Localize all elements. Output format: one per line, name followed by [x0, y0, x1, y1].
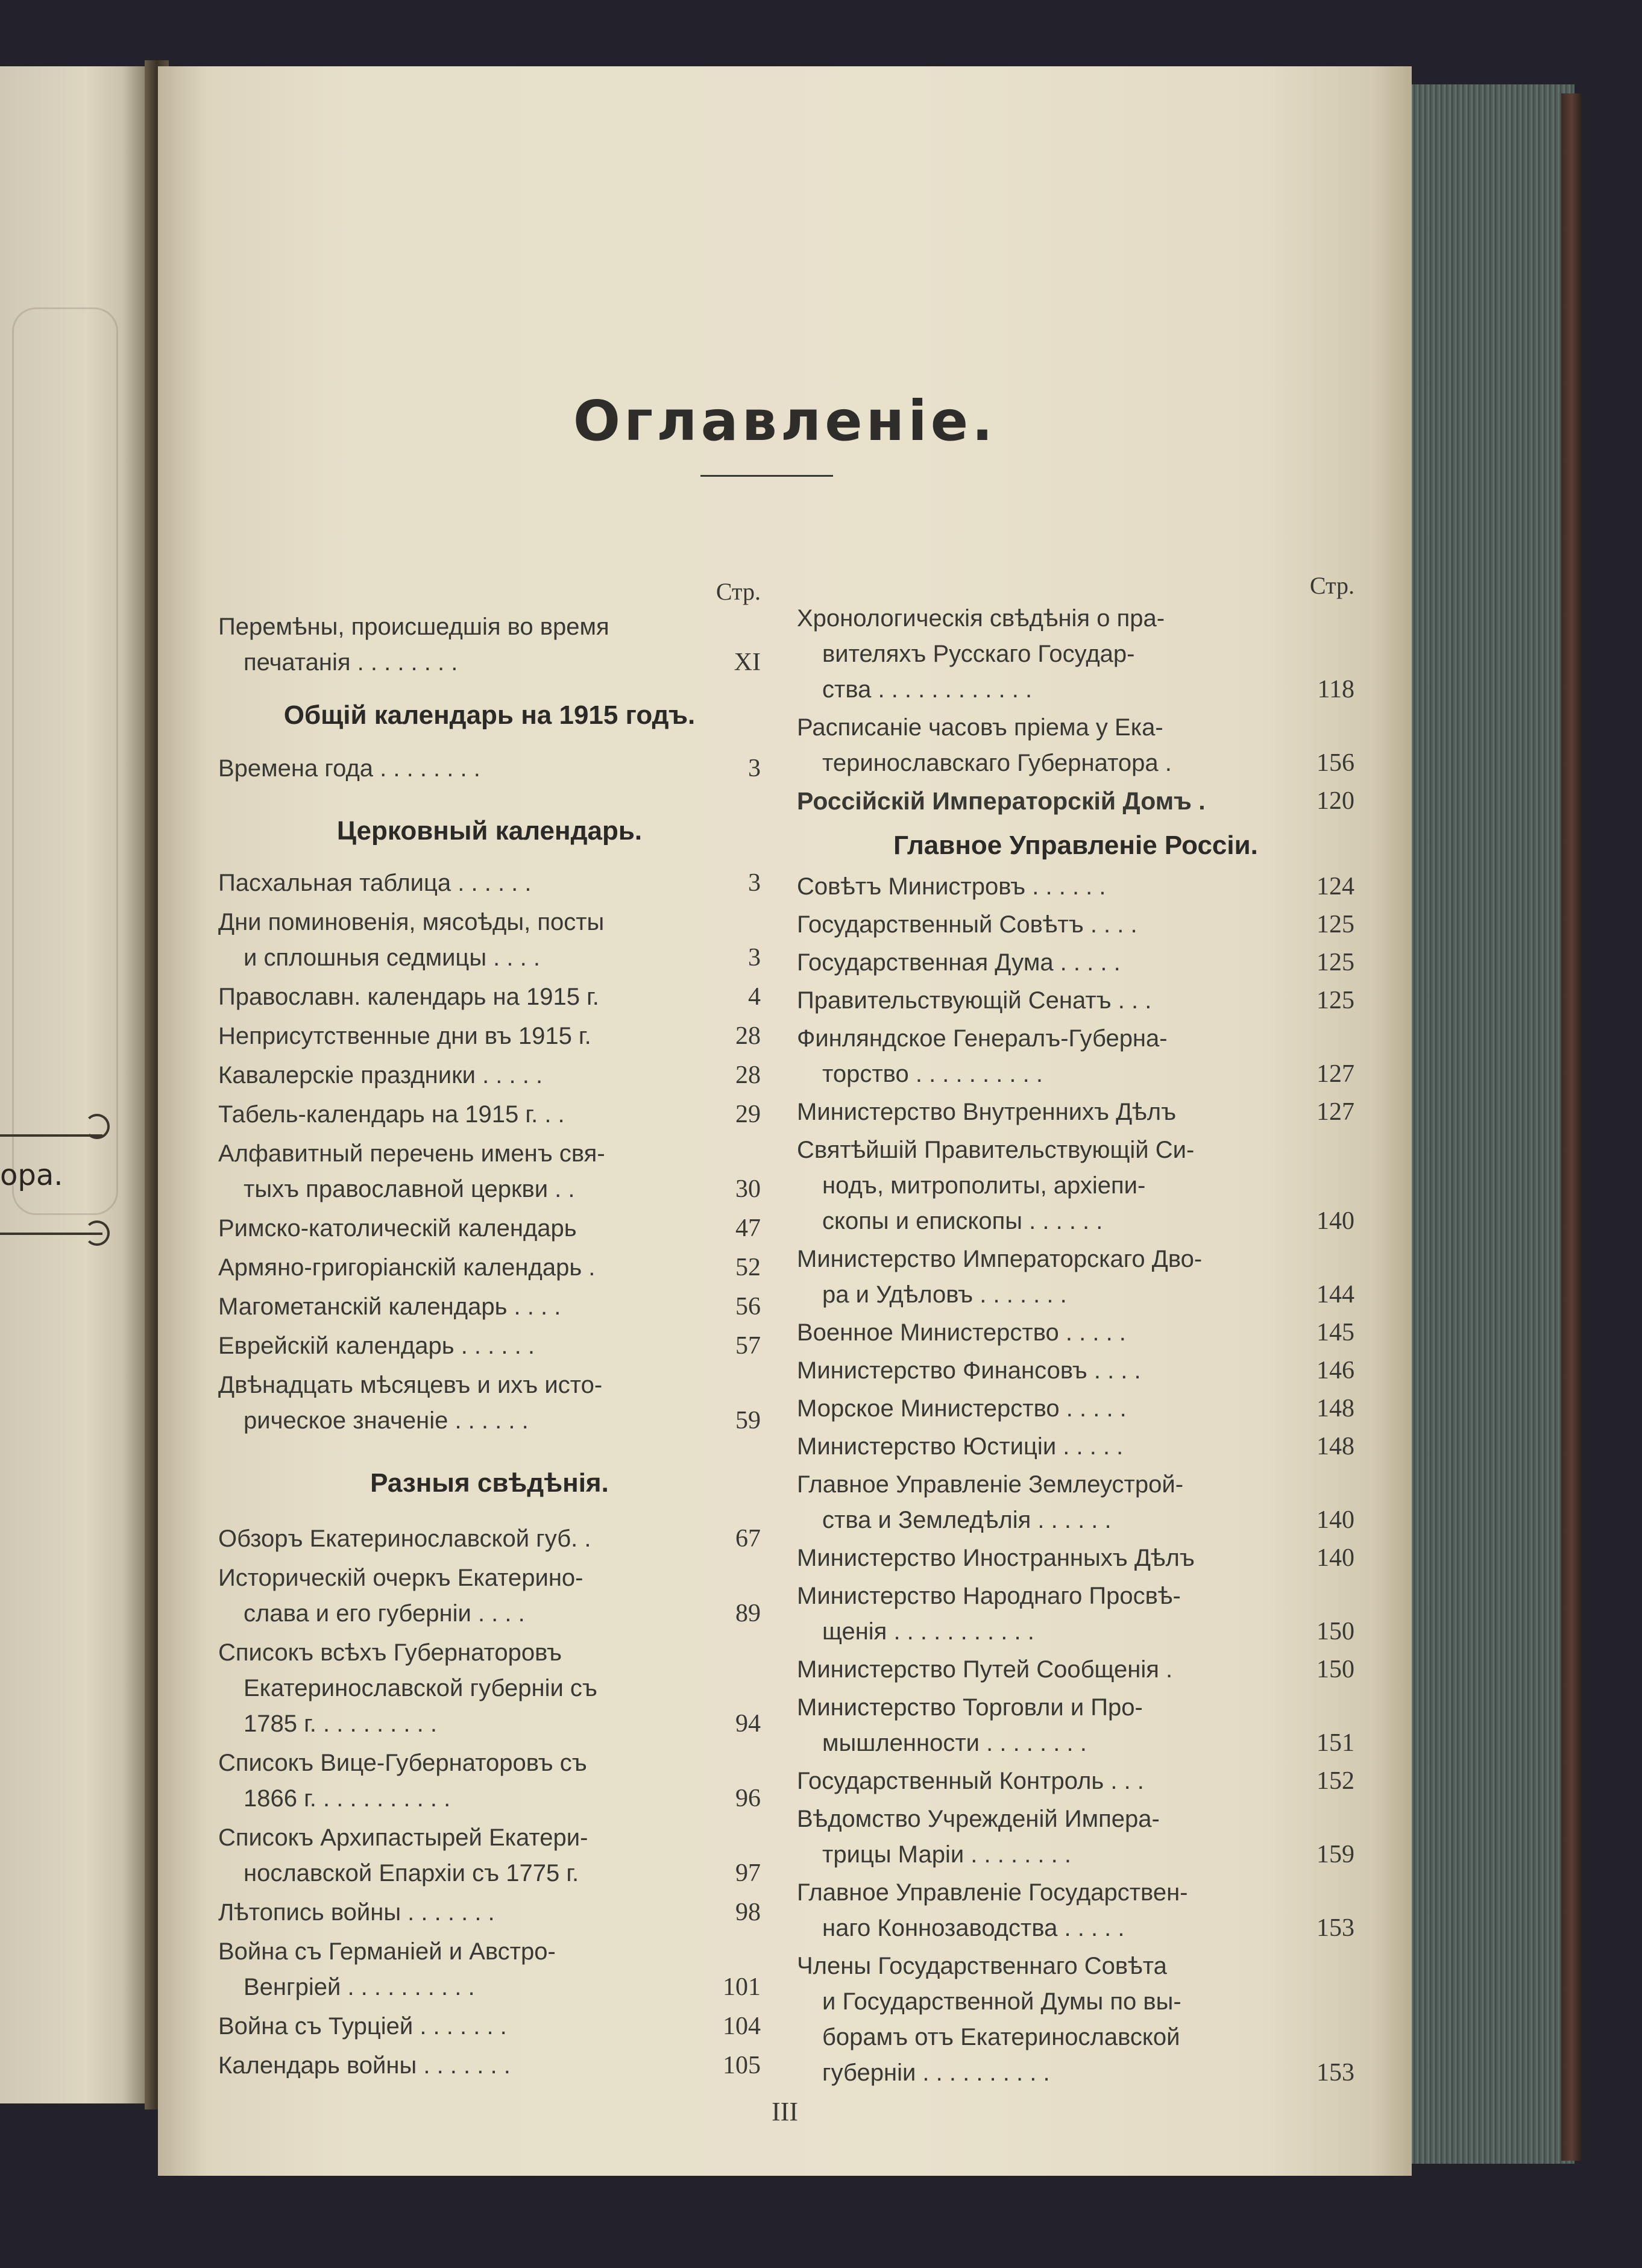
toc-entry-page-number: 59 — [735, 1407, 761, 1434]
toc-entry[interactable] — [797, 1875, 1354, 1946]
toc-entry-title — [218, 1368, 700, 1439]
toc-entry[interactable] — [797, 1353, 1354, 1389]
toc-entry-page-number: 125 — [1316, 949, 1354, 976]
toc-entry-page-number: 67 — [735, 1525, 761, 1553]
toc-entry-title — [218, 1745, 700, 1817]
toc-entry-line: ства и Земледѣлія . . . . . . — [822, 1507, 1112, 1533]
toc-left-column — [218, 515, 761, 2087]
toc-entry-page-number: 3 — [748, 944, 761, 972]
left-page-text-fragment: ора. — [0, 1158, 63, 1192]
toc-entry-page-number: 28 — [735, 1061, 761, 1089]
toc-entry-title — [797, 1429, 1294, 1465]
toc-entry-title — [797, 869, 1294, 905]
toc-entry[interactable] — [218, 1289, 761, 1325]
toc-entry-line: Обзоръ Екатеринославской губ. . — [218, 1525, 591, 1552]
toc-entry-line: Члены Государственнаго Совѣта — [797, 1953, 1167, 1979]
toc-entry-page-number: 150 — [1316, 1656, 1354, 1683]
toc-entry-line: Министерство Юстиціи . . . . . — [797, 1433, 1124, 1460]
toc-entry-page-number: 153 — [1316, 2059, 1354, 2087]
toc-entry-line: Списокъ Вице-Губернаторовъ съ — [218, 1750, 587, 1776]
left-page-ornament-curl — [84, 1220, 110, 1246]
toc-entry[interactable] — [797, 1021, 1354, 1092]
toc-entry-line: и Государственной Думы по вы- — [822, 1988, 1181, 2015]
toc-entry-title — [218, 1211, 700, 1246]
book-cover-edge — [1561, 93, 1582, 2161]
toc-entry-line: 1866 г. . . . . . . . . . . — [244, 1785, 451, 1812]
toc-entry-line: ства . . . . . . . . . . . . — [822, 676, 1033, 703]
toc-entry[interactable] — [218, 1635, 761, 1742]
toc-entry-page-number: 94 — [735, 1710, 761, 1738]
toc-entry[interactable] — [218, 609, 761, 680]
toc-entry-page-number: 52 — [735, 1254, 761, 1281]
toc-entry-title — [797, 983, 1294, 1019]
toc-entry-page-number: 56 — [735, 1293, 761, 1321]
toc-entry-title — [218, 1820, 700, 1891]
toc-entry-title — [218, 751, 700, 787]
toc-entry-title — [797, 784, 1294, 819]
toc-entry-page-number: 30 — [735, 1175, 761, 1203]
section-heading: Разныя свѣдѣнія. — [370, 1468, 609, 1498]
toc-entry-page-number: 159 — [1316, 1841, 1354, 1868]
section-heading: Главное Управленіе Россіи. — [893, 831, 1258, 860]
toc-entry-line: мышленности . . . . . . . . — [822, 1730, 1087, 1756]
toc-entry-line: Министерство Финансовъ . . . . — [797, 1357, 1141, 1384]
toc-entry-line: скопы и епископы . . . . . . — [822, 1208, 1103, 1234]
toc-entry-title — [797, 1949, 1294, 2091]
toc-entry-line: вителяхъ Русскаго Государ- — [822, 641, 1135, 667]
toc-entry-line: наго Коннозаводства . . . . . — [822, 1915, 1125, 1941]
toc-entry-line: ра и Удѣловъ . . . . . . . — [822, 1281, 1067, 1308]
toc-entry-title — [218, 1560, 700, 1632]
toc-entry-page-number: 127 — [1316, 1098, 1354, 1126]
toc-entry-line: Война съ Турціей . . . . . . . — [218, 2013, 507, 2040]
toc-entry-line: Пасхальная таблица . . . . . . — [218, 870, 532, 896]
toc-entry-line: Россійскій Императорскій Домъ . — [797, 787, 1206, 815]
toc-entry-line: 1785 г. . . . . . . . . . — [244, 1710, 437, 1737]
toc-entry-title — [797, 1021, 1294, 1092]
toc-entry[interactable] — [797, 1095, 1354, 1130]
toc-entry-page-number: 156 — [1316, 749, 1354, 777]
toc-entry-page-number: 145 — [1316, 1319, 1354, 1346]
toc-entry-line: Министерство Торговли и Про- — [797, 1694, 1143, 1721]
toc-entry-page-number: 150 — [1316, 1618, 1354, 1645]
toc-entry-page-number: 140 — [1316, 1544, 1354, 1572]
title-underline — [700, 475, 833, 477]
toc-entry-line: Римско-католическій календарь — [218, 1215, 577, 1242]
toc-entry-line: Финляндское Генералъ-Губерна- — [797, 1025, 1168, 1052]
toc-entry-line: Святѣйшій Правительствующій Си- — [797, 1137, 1195, 1163]
toc-entry-page-number: 152 — [1316, 1767, 1354, 1795]
toc-entry-page-number: XI — [734, 649, 761, 676]
toc-entry-title — [218, 2009, 700, 2044]
toc-page — [158, 66, 1412, 2176]
toc-entry-page-number: 140 — [1316, 1207, 1354, 1235]
left-page-frame — [12, 307, 118, 1215]
book-page-edges — [1400, 84, 1574, 2164]
toc-right-column — [797, 515, 1354, 2093]
toc-entry-title — [797, 710, 1294, 781]
toc-entry[interactable] — [218, 905, 761, 976]
toc-entry-line: Магометанскій календарь . . . . — [218, 1293, 561, 1320]
toc-entry-line: Морское Министерство . . . . . — [797, 1395, 1127, 1422]
toc-entry[interactable] — [797, 601, 1354, 708]
page-folio: III — [772, 2097, 798, 2126]
toc-entry-page-number: 148 — [1316, 1433, 1354, 1460]
toc-entry-title — [797, 907, 1294, 943]
toc-entry-page-number: 151 — [1316, 1729, 1354, 1757]
toc-entry-line: Министерство Внутреннихъ Дѣлъ — [797, 1099, 1177, 1125]
toc-entry[interactable] — [797, 1764, 1354, 1799]
toc-entry-title — [797, 1802, 1294, 1873]
toc-entry-line: Еврейскій календарь . . . . . . — [218, 1333, 535, 1359]
toc-entry-title — [218, 1097, 700, 1132]
toc-entry-line: Табель-календарь на 1915 г. . . — [218, 1101, 565, 1128]
toc-entry[interactable] — [797, 1315, 1354, 1351]
toc-entry-line: щенія . . . . . . . . . . . — [822, 1618, 1034, 1645]
toc-entry-title — [218, 1289, 700, 1325]
toc-entry-line: тыхъ православной церкви . . — [244, 1176, 575, 1202]
toc-entry[interactable] — [797, 1652, 1354, 1688]
toc-entry[interactable] — [797, 1429, 1354, 1465]
toc-entry[interactable] — [218, 1934, 761, 2005]
toc-entry-page-number: 96 — [735, 1785, 761, 1812]
toc-entry[interactable] — [218, 2048, 761, 2084]
toc-entry-page-number: 47 — [735, 1214, 761, 1242]
toc-entry[interactable] — [797, 784, 1354, 819]
toc-entry-line: Правительствующій Сенатъ . . . — [797, 987, 1152, 1014]
toc-entry-line: Главное Управленіе Землеустрой- — [797, 1471, 1184, 1498]
toc-entry[interactable] — [218, 1019, 761, 1054]
toc-entry-title — [218, 1895, 700, 1930]
toc-entry-title — [218, 2048, 700, 2084]
toc-entry-line: Православн. календарь на 1915 г. — [218, 984, 599, 1010]
toc-entry-title — [797, 1391, 1294, 1427]
toc-entry-line: Двѣнадцать мѣсяцевъ и ихъ исто- — [218, 1372, 603, 1398]
toc-entry-line: Министерство Императорскаго Дво- — [797, 1246, 1203, 1272]
toc-entry-line: Венгріей . . . . . . . . . . — [244, 1974, 475, 2000]
toc-entry[interactable] — [797, 1541, 1354, 1576]
toc-entry-line: Государственный Совѣтъ . . . . — [797, 911, 1137, 938]
toc-entry[interactable] — [218, 865, 761, 901]
toc-entry[interactable] — [797, 1132, 1354, 1239]
toc-entry-line: Министерство Народнаго Просвѣ- — [797, 1583, 1181, 1609]
toc-entry[interactable] — [218, 2009, 761, 2044]
toc-entry-line: Расписаніе часовъ пріема у Ека- — [797, 714, 1163, 741]
toc-entry[interactable] — [218, 1250, 761, 1286]
toc-entry-line: Военное Министерство . . . . . — [797, 1319, 1126, 1346]
toc-entry-title — [797, 1315, 1294, 1351]
toc-entry-page-number: 140 — [1316, 1506, 1354, 1534]
toc-entry-title — [218, 1328, 700, 1364]
toc-entry-page-number: 104 — [723, 2012, 761, 2040]
toc-entry-title — [797, 1578, 1294, 1650]
toc-entry-line: Екатеринославской губерніи съ — [244, 1675, 597, 1701]
toc-entry-title — [797, 1875, 1294, 1946]
toc-entry-page-number: 3 — [748, 869, 761, 897]
toc-entry-title — [797, 1764, 1294, 1799]
toc-entry[interactable] — [218, 1745, 761, 1817]
page-column-header: Стр. — [716, 578, 761, 605]
toc-entry-line: Списокъ Архипастырей Екатери- — [218, 1824, 588, 1851]
toc-entry-page-number: 124 — [1316, 873, 1354, 900]
toc-entry-line: Перемѣны, происшедшія во время — [218, 614, 609, 640]
toc-entry-title — [797, 1652, 1294, 1688]
toc-entry-line: Министерство Путей Сообщенія . — [797, 1656, 1173, 1683]
toc-entry[interactable] — [218, 1368, 761, 1439]
toc-entry-line: торство . . . . . . . . . . — [822, 1061, 1043, 1087]
toc-entry-page-number: 4 — [748, 983, 761, 1011]
toc-entry-line: Армяно-григоріанскій календарь . — [218, 1254, 596, 1281]
toc-entry-line: Министерство Иностранныхъ Дѣлъ — [797, 1545, 1195, 1571]
toc-entry-page-number: 127 — [1316, 1060, 1354, 1088]
toc-entry[interactable] — [797, 1578, 1354, 1650]
toc-entry-line: Времена года . . . . . . . . — [218, 755, 480, 782]
toc-entry-title — [797, 1353, 1294, 1389]
toc-entry-title — [218, 905, 700, 976]
toc-entry-line: рическое значеніе . . . . . . — [244, 1407, 529, 1434]
toc-entry-title — [797, 1690, 1294, 1761]
toc-entry[interactable] — [218, 751, 761, 787]
section-heading: Церковный календарь. — [336, 816, 643, 846]
toc-entry[interactable] — [797, 1690, 1354, 1761]
toc-entry-line: Лѣтопись войны . . . . . . . — [218, 1899, 495, 1926]
toc-entry-title — [218, 1934, 700, 2005]
toc-entry-line: Списокъ всѣхъ Губернаторовъ — [218, 1639, 562, 1666]
toc-entry[interactable] — [218, 1560, 761, 1632]
toc-entry-page-number: 120 — [1316, 787, 1354, 815]
toc-entry-line: Война съ Германіей и Австро- — [218, 1938, 556, 1965]
toc-entry-line: Совѣтъ Министровъ . . . . . . — [797, 873, 1106, 900]
section-heading: Общій календарь на 1915 годъ. — [283, 700, 696, 730]
toc-entry-line: борамъ отъ Екатеринославской — [822, 2024, 1180, 2050]
page-column-header: Стр. — [1309, 572, 1354, 599]
toc-entry[interactable] — [218, 1058, 761, 1093]
toc-entry-title — [218, 1019, 700, 1054]
toc-entry-page-number: 89 — [735, 1600, 761, 1627]
toc-entry-line: и сплошныя седмицы . . . . — [244, 944, 540, 971]
toc-entry-page-number: 28 — [735, 1022, 761, 1050]
toc-entry-title — [218, 1635, 700, 1742]
toc-entry-page-number: 98 — [735, 1899, 761, 1926]
toc-entry-page-number: 125 — [1316, 987, 1354, 1014]
left-page-edge — [0, 66, 145, 2103]
toc-entry[interactable] — [797, 1242, 1354, 1313]
toc-entry-page-number: 97 — [735, 1859, 761, 1887]
toc-entry[interactable] — [797, 710, 1354, 781]
toc-entry[interactable] — [797, 945, 1354, 981]
toc-entry-page-number: 105 — [723, 2052, 761, 2079]
toc-entry[interactable] — [218, 1211, 761, 1246]
toc-entry[interactable] — [797, 1391, 1354, 1427]
toc-entry-line: Дни поминовенія, мясоѣды, посты — [218, 909, 605, 935]
toc-entry-title — [218, 865, 700, 901]
left-page-ornament-curl — [84, 1114, 110, 1139]
toc-entry[interactable] — [218, 1895, 761, 1930]
toc-entry[interactable] — [797, 1802, 1354, 1873]
toc-entry-line: губерніи . . . . . . . . . . — [822, 2059, 1050, 2086]
toc-entry-title — [218, 1136, 700, 1207]
toc-entry-page-number: 153 — [1316, 1914, 1354, 1942]
toc-entry[interactable] — [797, 1949, 1354, 2091]
toc-entry-line: Календарь войны . . . . . . . — [218, 2052, 511, 2079]
toc-entry-title — [797, 601, 1294, 708]
toc-entry[interactable] — [218, 979, 761, 1015]
toc-entry-line: Государственный Контроль . . . — [797, 1768, 1144, 1794]
toc-entry-page-number: 148 — [1316, 1395, 1354, 1422]
toc-entry-title — [797, 1467, 1294, 1538]
toc-entry-title — [218, 979, 700, 1015]
toc-entry-line: Вѣдомство Учрежденій Импера- — [797, 1806, 1160, 1832]
toc-entry-line: Главное Управленіе Государствен- — [797, 1879, 1188, 1906]
toc-entry-line: печатанія . . . . . . . . — [244, 649, 458, 676]
toc-entry-line: теринославскаго Губернатора . — [822, 750, 1172, 776]
toc-entry-line: Кавалерскіе праздники . . . . . — [218, 1062, 543, 1088]
toc-entry[interactable] — [797, 907, 1354, 943]
toc-entry-page-number: 101 — [723, 1973, 761, 2001]
toc-entry-line: Хронологическія свѣдѣнія о пра- — [797, 605, 1165, 632]
toc-entry[interactable] — [797, 1467, 1354, 1538]
toc-entry[interactable] — [797, 869, 1354, 905]
toc-entry-line: трицы Маріи . . . . . . . . — [822, 1841, 1071, 1868]
toc-entry[interactable] — [218, 1328, 761, 1364]
page-title: Оглавленіе. — [573, 389, 997, 453]
toc-entry-line: Неприсутственные дни въ 1915 г. — [218, 1023, 591, 1049]
toc-entry-line: Алфавитный перечень именъ свя- — [218, 1140, 605, 1167]
toc-entry-page-number: 3 — [748, 755, 761, 782]
toc-entry[interactable] — [218, 1097, 761, 1132]
toc-entry[interactable] — [797, 983, 1354, 1019]
toc-entry-title — [797, 1095, 1294, 1130]
toc-entry-line: Государственная Дума . . . . . — [797, 949, 1121, 976]
toc-entry-page-number: 144 — [1316, 1281, 1354, 1308]
toc-entry-page-number: 125 — [1316, 911, 1354, 938]
toc-entry-title — [797, 1242, 1294, 1313]
toc-entry-line: Историческій очеркъ Екатерино- — [218, 1565, 584, 1591]
toc-entry[interactable] — [218, 1136, 761, 1207]
toc-entry-title — [218, 1058, 700, 1093]
toc-entry-page-number: 57 — [735, 1332, 761, 1360]
toc-entry-page-number: 29 — [735, 1101, 761, 1128]
toc-entry[interactable] — [218, 1521, 761, 1557]
toc-entry[interactable] — [218, 1820, 761, 1891]
toc-entry-line: нославской Епархіи съ 1775 г. — [244, 1860, 579, 1886]
toc-entry-title — [218, 609, 700, 680]
toc-entry-page-number: 146 — [1316, 1357, 1354, 1384]
toc-entry-title — [797, 1541, 1294, 1576]
toc-entry-page-number: 118 — [1317, 676, 1354, 703]
toc-entry-title — [218, 1250, 700, 1286]
toc-entry-title — [218, 1521, 700, 1557]
toc-entry-line: слава и его губерніи . . . . — [244, 1600, 525, 1627]
toc-entry-line: нодъ, митрополиты, архіепи- — [822, 1172, 1146, 1199]
toc-entry-title — [797, 1132, 1294, 1239]
toc-entry-title — [797, 945, 1294, 981]
